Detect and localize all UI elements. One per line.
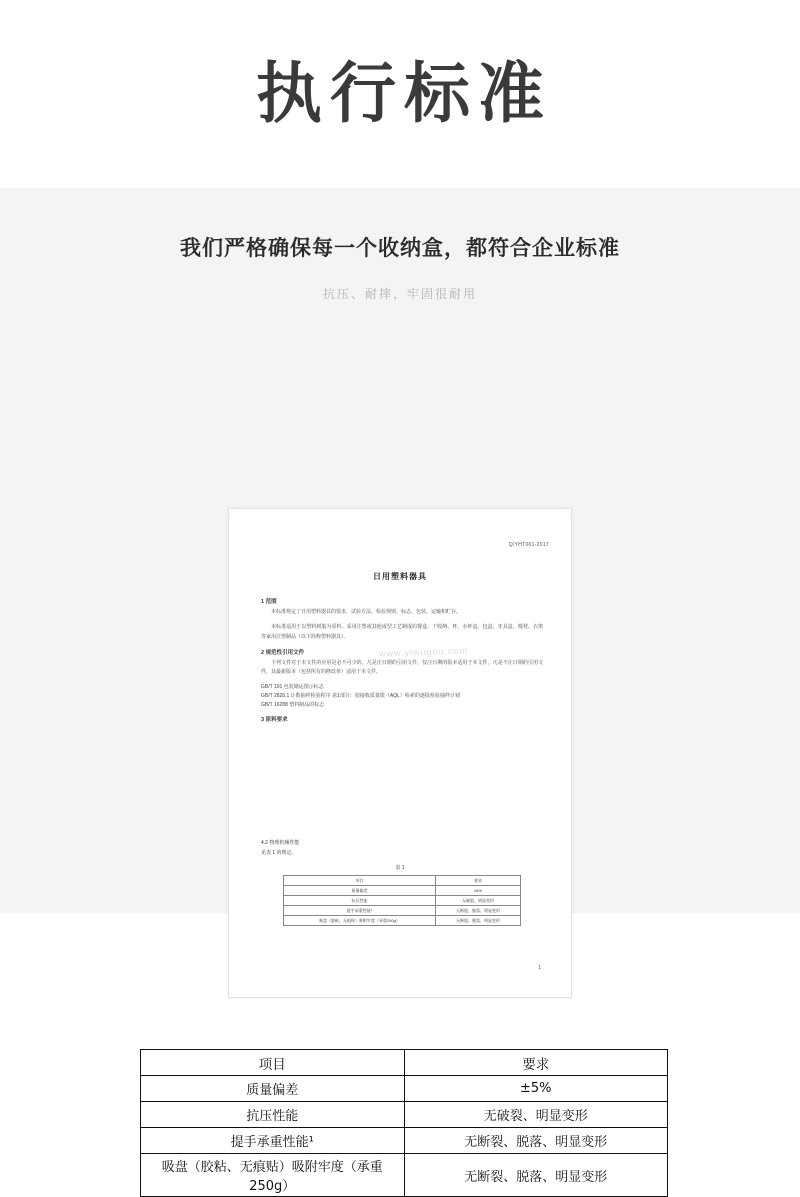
inner-table-row xyxy=(284,916,521,926)
table-cell-requirement: ±5% xyxy=(404,1076,668,1102)
table-row xyxy=(141,1154,668,1197)
table-cell-item: 提手承重性能¹ xyxy=(141,1128,405,1154)
inner-requirements-table xyxy=(283,875,521,926)
document-section-1-p2: 本标准适用于以塑料树脂为原料，采用注塑或其他成型工艺制成的餐盒、干收纳、杯、水杯盒、包盒、牙具盒、椅凳、衣架等家用注塑制品（以下简称塑料器具）。 xyxy=(261,624,543,640)
inner-table-cell-requirement: ±5% xyxy=(435,886,520,896)
document-section-2-p1: 下列文件对于本文件的应用是必不可少的。凡是注日期的引用文件，仅注日期的版本适用于本文件。凡是不注日期的引用文件，其最新版本（包括所有的修改单）适用于本文件。 xyxy=(261,659,543,675)
table-header-item: 项目 xyxy=(141,1050,405,1076)
document-sheet xyxy=(228,508,572,998)
page-title: 执行标准 xyxy=(256,55,552,132)
inner-table-header-row xyxy=(284,876,521,886)
inner-table-cell-item: 提手承重性能¹ xyxy=(284,906,436,916)
table-header-row xyxy=(141,1050,668,1076)
table-cell-requirement: 无破裂、明显变形 xyxy=(404,1102,668,1128)
document-heading: 日用塑料器具 xyxy=(373,572,427,581)
section-subtitle: 我们严格确保每一个收纳盒，都符合企业标准 xyxy=(180,237,620,260)
table-cell-item: 质量偏差 xyxy=(141,1076,405,1102)
table-cell-item: 吸盘（胶粘、无痕贴）吸附牢度（承重250g） xyxy=(141,1154,405,1197)
inner-table-row xyxy=(284,906,521,916)
table-cell-item: 抗压性能 xyxy=(141,1102,405,1128)
inner-table-cell-item: 吸盘（胶粘、无痕贴）吸附牢度（承重250g） xyxy=(284,916,436,926)
document-page-number: 1 xyxy=(538,965,541,971)
document-reference-1: GB/T 191 包装储运图示标志 xyxy=(261,684,324,691)
standards-section xyxy=(0,188,800,1194)
table-row xyxy=(141,1128,668,1154)
table-cell-requirement: 无断裂、脱落、明显变形 xyxy=(404,1128,668,1154)
inner-table-caption: 表 1 xyxy=(395,865,405,871)
document-section-4-2-title: 4.2 物理机械性能 xyxy=(261,840,300,846)
document-preview xyxy=(0,508,800,1194)
document-body xyxy=(261,597,543,726)
document-section-4-2-sub: 见表 1 的规定。 xyxy=(261,850,297,856)
requirements-table-enlarged xyxy=(140,1049,668,1197)
document-section-4-2 xyxy=(261,839,299,856)
inner-table-cell-item: 质量偏差 xyxy=(284,886,436,896)
table-cell-requirement: 无断裂、脱落、明显变形 xyxy=(404,1154,668,1197)
page-banner xyxy=(0,0,800,188)
document-section-1-p1: 本标准规定了日用塑料器具的要求、试验方法、检验规则、标志、包装、运输和贮存。 xyxy=(271,609,462,615)
document-section-2-title: 2 规范性引用文件 xyxy=(261,649,305,656)
section-description: 抗压、耐摔，牢固很耐用 xyxy=(322,287,477,302)
inner-table-cell-requirement: 无断裂、脱落、明显变形 xyxy=(435,906,520,916)
inner-table-row xyxy=(284,886,521,896)
document-reference-3: GB/T 16288 塑料制品的标志 xyxy=(261,701,325,708)
document-standard-code: Q/YHT001-2017 xyxy=(508,542,549,548)
document-reference-2: GB/T 2828.1 计数抽样检验程序 第1部分：按接收质量限（AQL）检索的逐批检验抽样计划 xyxy=(261,693,460,699)
inner-table-cell-requirement: 无断裂、脱落、明显变形 xyxy=(435,916,520,926)
document-section-1-title: 1 范围 xyxy=(261,599,277,605)
inner-table-cell-requirement: 无破裂、明显变形 xyxy=(435,896,520,906)
table-row xyxy=(141,1102,668,1128)
inner-table-header-requirement: 要求 xyxy=(435,876,520,886)
inner-table-cell-item: 抗压性能 xyxy=(284,896,436,906)
inner-table-header-item: 项目 xyxy=(284,876,436,886)
watermark-text: www.yiwugou.com xyxy=(378,645,469,659)
document-section-3-title: 3 原料要求 xyxy=(261,716,288,723)
table-row xyxy=(141,1076,668,1102)
table-header-requirement: 要求 xyxy=(404,1050,668,1076)
inner-table-row xyxy=(284,896,521,906)
